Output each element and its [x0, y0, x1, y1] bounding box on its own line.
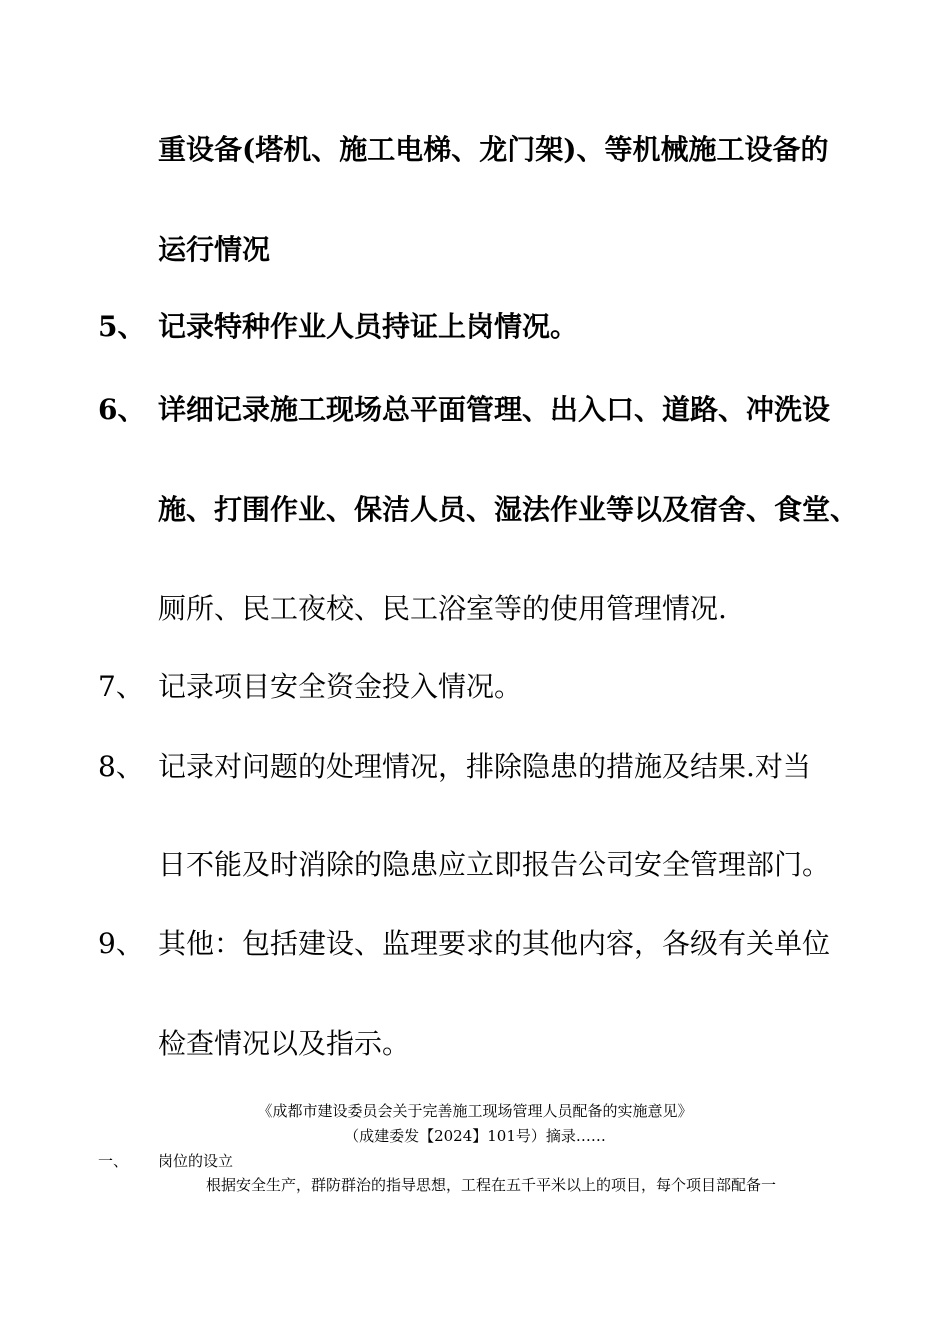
item-9-text-line-2: 检查情况以及指示。 — [158, 1027, 411, 1060]
item-4-continuation-line-1: 重设备(塔机、施工电梯、龙门架)、等机械施工设备的 — [158, 133, 829, 166]
item-9-number: 9、 — [98, 927, 144, 960]
item-6-text-line-3: 厕所、民工夜校、民工浴室等的使用管理情况. — [158, 592, 727, 625]
item-7-text-line-1: 记录项目安全资金投入情况。 — [158, 670, 523, 703]
item-8-text-line-2: 日不能及时消除的隐患应立即报告公司安全管理部门。 — [158, 848, 831, 881]
excerpt-subtitle: （成建委发【2024】101号）摘录…… — [344, 1127, 606, 1145]
item-6-number: 6、 — [98, 393, 146, 426]
item-5-number: 5、 — [98, 310, 146, 343]
item-7-number: 7、 — [98, 670, 144, 703]
excerpt-paragraph: 根据安全生产，群防群治的指导思想，工程在五千平米以上的项目，每个项目部配备一 — [206, 1176, 777, 1194]
excerpt-title: 《成都市建设委员会关于完善施工现场管理人员配备的实施意见》 — [257, 1102, 693, 1120]
item-8-number: 8、 — [98, 750, 144, 783]
item-5-text-line-1: 记录特种作业人员持证上岗情况。 — [158, 310, 579, 343]
item-9-text-line-1: 其他：包括建设、监理要求的其他内容，各级有关单位 — [158, 927, 831, 960]
excerpt-section-number: 一、 — [98, 1152, 129, 1170]
excerpt-section-title: 岗位的设立 — [158, 1152, 234, 1170]
item-6-text-line-1: 详细记录施工现场总平面管理、出入口、道路、冲洗设 — [158, 393, 831, 426]
item-4-continuation-line-2: 运行情况 — [158, 233, 271, 266]
item-8-text-line-1: 记录对问题的处理情况，排除隐患的措施及结果.对当 — [158, 750, 811, 783]
item-6-text-line-2: 施、打围作业、保洁人员、湿法作业等以及宿舍、食堂、 — [158, 493, 859, 526]
